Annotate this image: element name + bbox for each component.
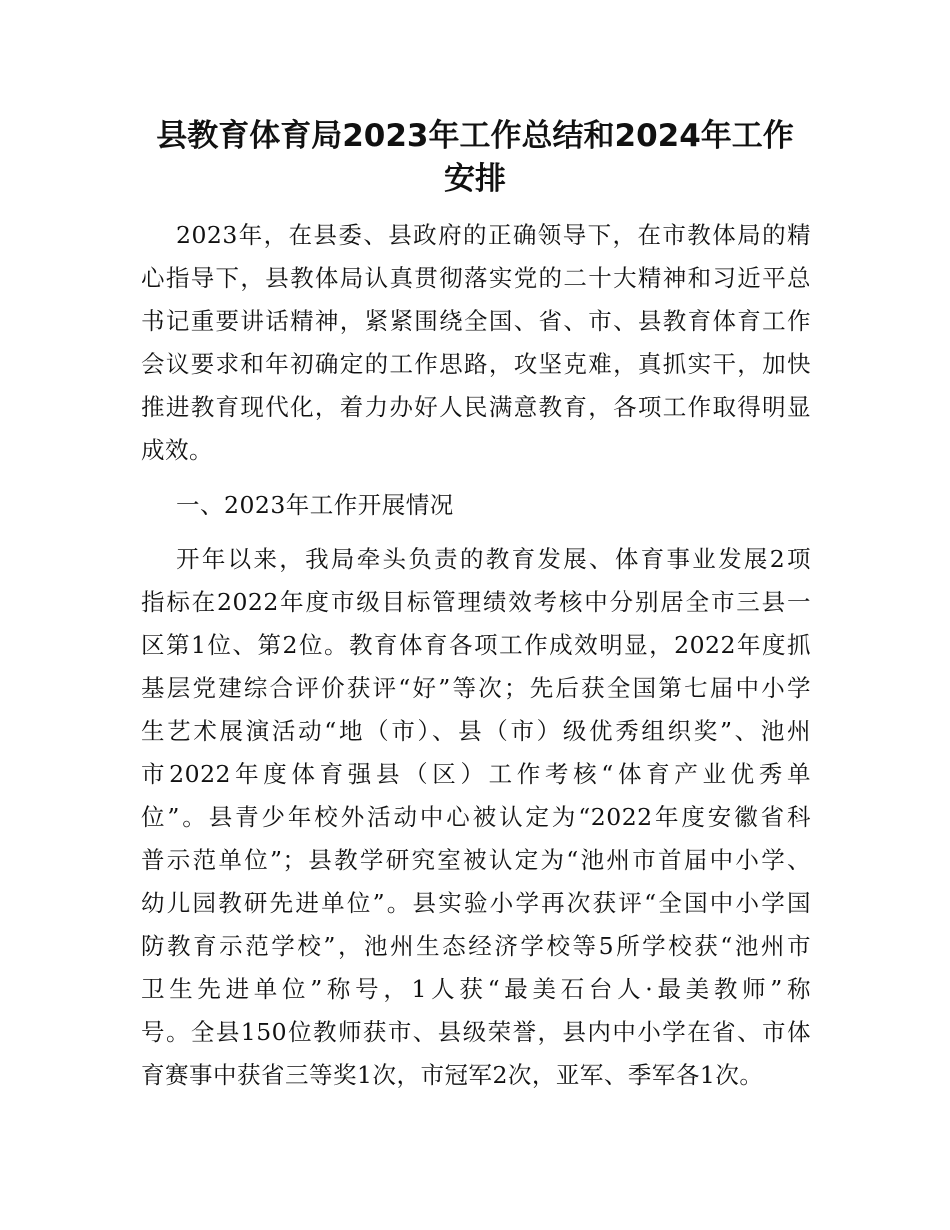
section-heading: 一、2023年工作开展情况 <box>176 491 454 519</box>
paragraph-2-line: 育赛事中获省三等奖1次，市冠军2次，亚军、季军各1次。 <box>141 1061 764 1089</box>
paragraph-2-line: 防教育示范学校”，池州生态经济学校等5所学校获“池州市 <box>141 932 811 960</box>
paragraph-2-line: 市2022年度体育强县（区）工作考核“体育产业优秀单 <box>141 760 811 788</box>
paragraph-1-line: 书记重要讲话精神，紧紧围绕全国、省、市、县教育体育工作 <box>141 307 811 335</box>
paragraph-2-line: 卫生先进单位”称号，1人获“最美石台人·最美教师”称 <box>141 975 811 1003</box>
paragraph-1-line: 心指导下，县教体局认真贯彻落实党的二十大精神和习近平总 <box>141 264 811 292</box>
document-title-line-2: 安排 <box>444 161 506 197</box>
paragraph-2-line: 指标在2022年度市级目标管理绩效考核中分别居全市三县一 <box>141 588 811 616</box>
paragraph-2-line: 区第1位、第2位。教育体育各项工作成效明显，2022年度抓 <box>141 631 811 659</box>
paragraph-2-line: 生艺术展演活动“地（市）、县（市）级优秀组织奖”、池州 <box>141 717 811 745</box>
paragraph-2-line: 号。全县150位教师获市、县级荣誉，县内中小学在省、市体 <box>141 1018 811 1046</box>
paragraph-1-line: 会议要求和年初确定的工作思路，攻坚克难，真抓实干，加快 <box>141 350 811 378</box>
paragraph-2-line: 幼儿园教研先进单位”。县实验小学再次获评“全国中小学国 <box>141 889 811 917</box>
paragraph-2-line: 位”。县青少年校外活动中心被认定为“2022年度安徽省科 <box>141 803 811 831</box>
paragraph-1-line: 推进教育现代化，着力办好人民满意教育，各项工作取得明显 <box>141 393 811 421</box>
paragraph-2-line: 基层党建综合评价获评“好”等次；先后获全国第七届中小学 <box>141 674 811 702</box>
paragraph-2-line: 普示范单位”；县教学研究室被认定为“池州市首届中小学、 <box>141 846 811 874</box>
paragraph-1-line: 成效。 <box>141 436 213 464</box>
document-title-line-1: 县教育体育局2023年工作总结和2024年工作 <box>156 118 794 154</box>
paragraph-2-line: 开年以来，我局牵头负责的教育发展、体育事业发展2项 <box>176 545 811 573</box>
paragraph-1-line: 2023年，在县委、县政府的正确领导下，在市教体局的精 <box>176 221 811 249</box>
